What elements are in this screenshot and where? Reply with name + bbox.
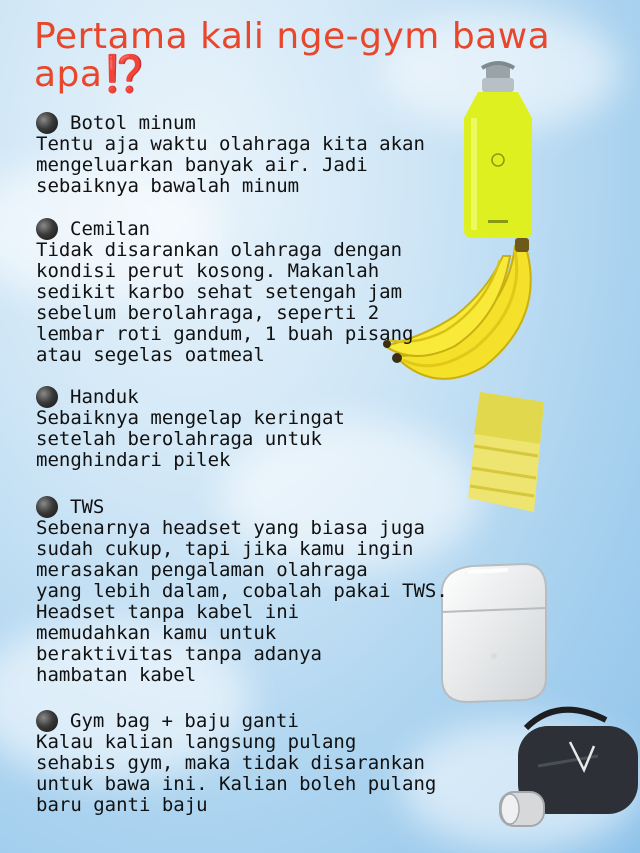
interrobang-mark: ⁉️	[102, 54, 148, 95]
bullet-icon	[36, 218, 58, 240]
section-body: Tentu aja waktu olahraga kita akan mengeluarkan banyak air. Jadi sebaiknya bawalah minum	[36, 133, 425, 197]
bullet-icon	[36, 386, 58, 408]
section-body: Tidak disarankan olahraga dengan kondisi perut kosong. Makanlah sedikit karbo sehat setengah jam sebelum berolahraga, seperti 2 lembar roti gandum, 1 buah pisang atau segelas oatmeal	[36, 239, 414, 366]
bullet-icon	[36, 496, 58, 518]
section-heading: Handuk	[70, 386, 139, 408]
section-heading: Cemilan	[70, 218, 151, 240]
section-botol-minum	[36, 112, 425, 197]
section-heading: Gym bag + baju ganti	[70, 710, 299, 732]
gym-bag-icon	[498, 696, 638, 836]
bullet-icon	[36, 112, 58, 134]
section-body: Sebenarnya headset yang biasa juga sudah cukup, tapi jika kamu ingin merasakan pengalaman olahraga yang lebih dalam, cobalah pakai TWS. Headset tanpa kabel ini memudahkan kamu untuk beraktivitas tanpa adanya hambatan kabel	[36, 517, 448, 686]
water-bottle-icon	[448, 60, 548, 240]
page-title-text: Pertama kali nge-gym bawa apa	[34, 16, 551, 95]
section-tws	[36, 496, 448, 686]
section-heading: TWS	[70, 496, 105, 518]
section-heading: Botol minum	[70, 112, 196, 134]
section-handuk	[36, 386, 345, 471]
section-body: Kalau kalian langsung pulang sehabis gym, maka tidak disarankan untuk bawa ini. Kalian boleh pulang baru ganti baju	[36, 731, 437, 816]
bullet-icon	[36, 710, 58, 732]
section-gym-bag	[36, 710, 436, 816]
towel-icon	[462, 386, 552, 516]
section-cemilan	[36, 218, 414, 366]
section-body: Sebaiknya mengelap keringat setelah berolahraga untuk menghindari pilek	[36, 407, 345, 471]
